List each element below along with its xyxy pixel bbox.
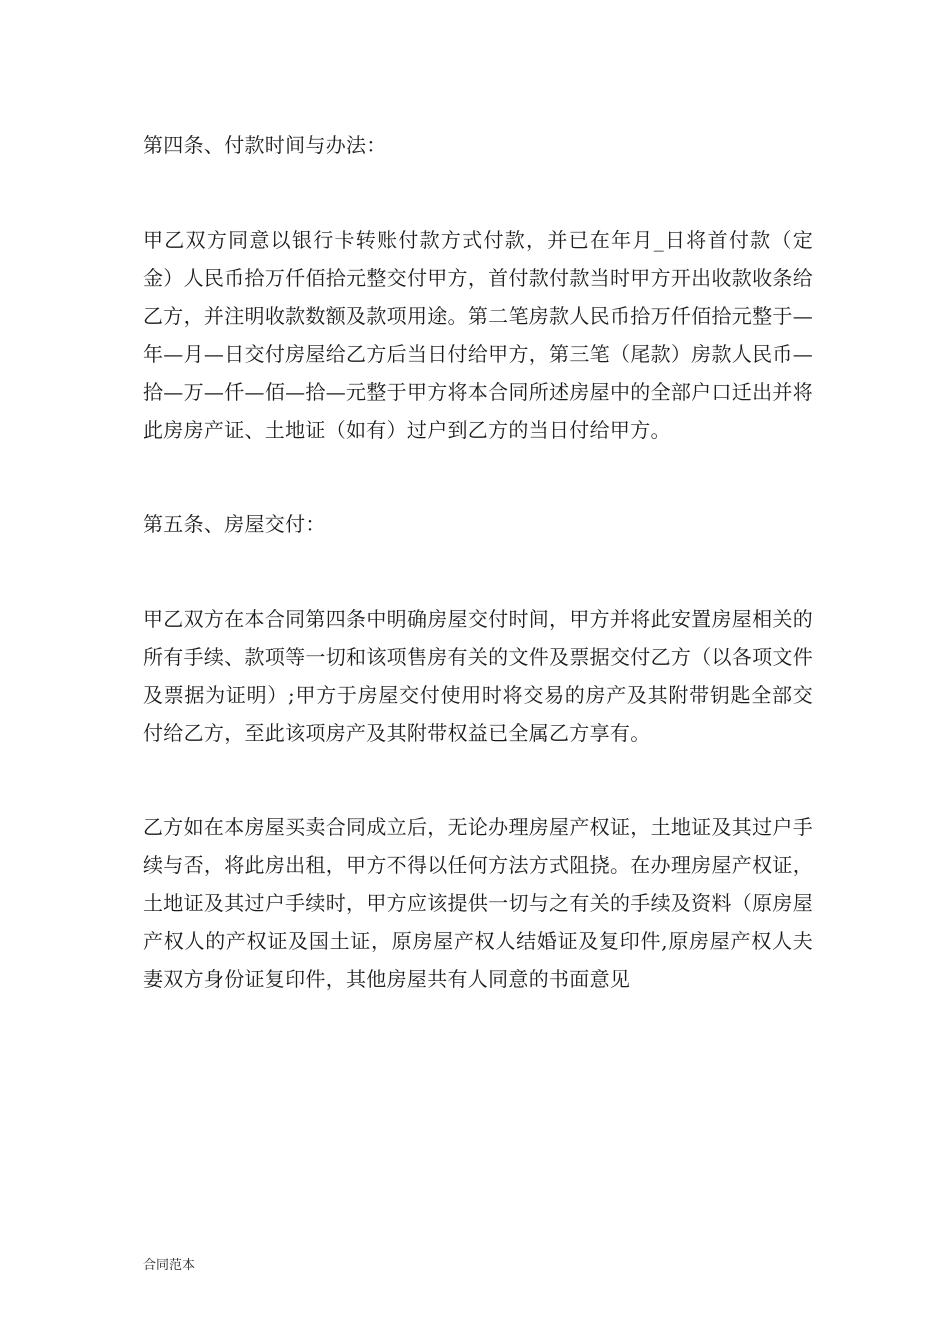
section-5-paragraph-1: 甲乙双方在本合同第四条中明确房屋交付时间，甲方并将此安置房屋相关的所有手续、款项等一切和该项售房有关的文件及票据交付乙方（以各项文件及票据为证明）;甲方于房屋交付使用时将交易的房产及其附带钥匙全部交付给乙方，至此该项房产及其附带权益已全属乙方享有。 <box>143 607 813 745</box>
section-4-heading: 第四条、付款时间与办法： <box>143 133 387 157</box>
document-body <box>143 126 813 998</box>
page-footer-label: 合同范本 <box>143 1258 196 1273</box>
section-5-heading: 第五条、房屋交付： <box>143 512 326 536</box>
section-4-paragraph: 甲乙双方同意以银行卡转账付款方式付款，并已在年月_日将首付款（定金）人民币拾万仟佰拾元整交付甲方，首付款付款当时甲方开出收款收条给乙方，并注明收款数额及款项用途。第二笔房款人民币拾万仟佰拾元整于—年—月—日交付房屋给乙方后当日付给甲方，第三笔（尾款）房款人民币—拾—万—仟—佰—拾—元整于甲方将本合同所述房屋中的全部户口迁出并将此房房产证、土地证（如有）过户到乙方的当日付给甲方。 <box>143 228 813 442</box>
section-5-paragraph-2: 乙方如在本房屋买卖合同成立后，无论办理房屋产权证，土地证及其过户手续与否，将此房出租，甲方不得以任何方法方式阻挠。在办理房屋产权证，土地证及其过户手续时，甲方应该提供一切与之有关的手续及资料（原房屋产权人的产权证及国土证，原房屋产权人结婚证及复印件,原房屋产权人夫妻双方身份证复印件，其他房屋共有人同意的书面意见 <box>143 815 813 991</box>
